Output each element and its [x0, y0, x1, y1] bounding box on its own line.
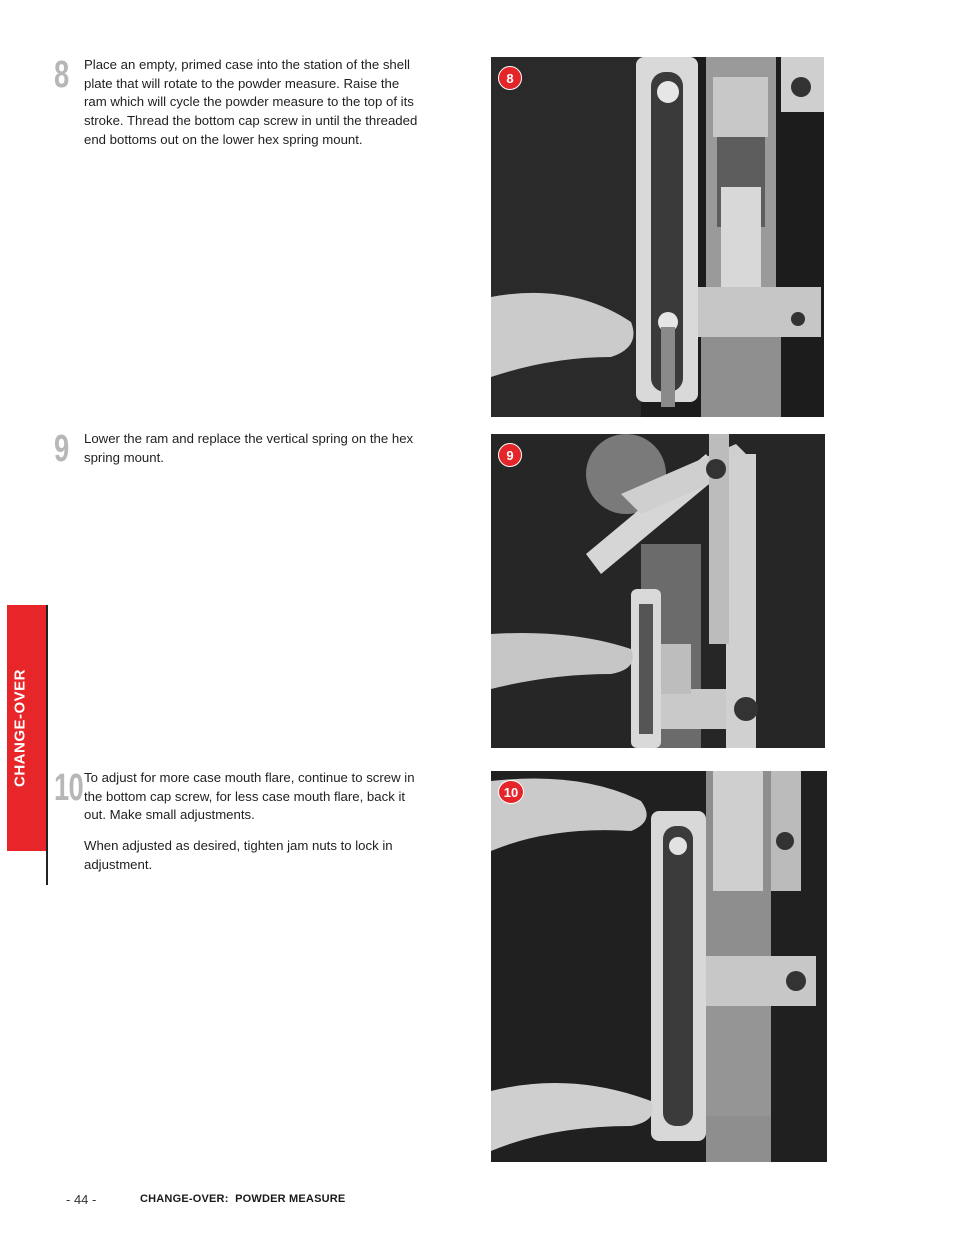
- step-9-text: [84, 430, 419, 479]
- step-9-photo: [491, 434, 825, 748]
- step-8-text: [84, 56, 419, 162]
- step-9-photo-badge: 9: [498, 443, 522, 467]
- step-10-number: 10: [54, 767, 84, 809]
- step-10-photo-badge: 10: [498, 780, 524, 804]
- footer-section-title: CHANGE-OVER: POWDER MEASURE: [140, 1193, 346, 1205]
- step-10-paragraph-1: To adjust for more case mouth flare, continue to screw in the bottom cap screw, for less case mouth flare, back it out. Make small adjustments.: [84, 770, 415, 823]
- step-10-text: [84, 769, 419, 887]
- step-8-number: 8: [54, 54, 69, 96]
- step-9-paragraph-1: Lower the ram and replace the vertical spring on the hex spring mount.: [84, 431, 414, 465]
- step-9-number: 9: [54, 428, 69, 470]
- step-8-photo: [491, 57, 824, 417]
- step-10-photo: [491, 771, 827, 1162]
- step-8-paragraph-1: Place an empty, primed case into the station of the shell plate that will rotate to the powder measure. Raise the ram which will cycle the powder measure to the top of its stroke. Thread the bottom cap screw in until the threaded end bottoms out on the lower hex spring mount.: [84, 57, 418, 147]
- step-8-photo-badge: 8: [498, 66, 522, 90]
- step-10-paragraph-2: When adjusted as desired, tighten jam nuts to lock in adjustment.: [84, 838, 393, 872]
- section-side-tab-label: CHANGE-OVER: [11, 668, 29, 788]
- side-tab-divider: [46, 605, 48, 885]
- page-number: - 44 -: [66, 1192, 97, 1207]
